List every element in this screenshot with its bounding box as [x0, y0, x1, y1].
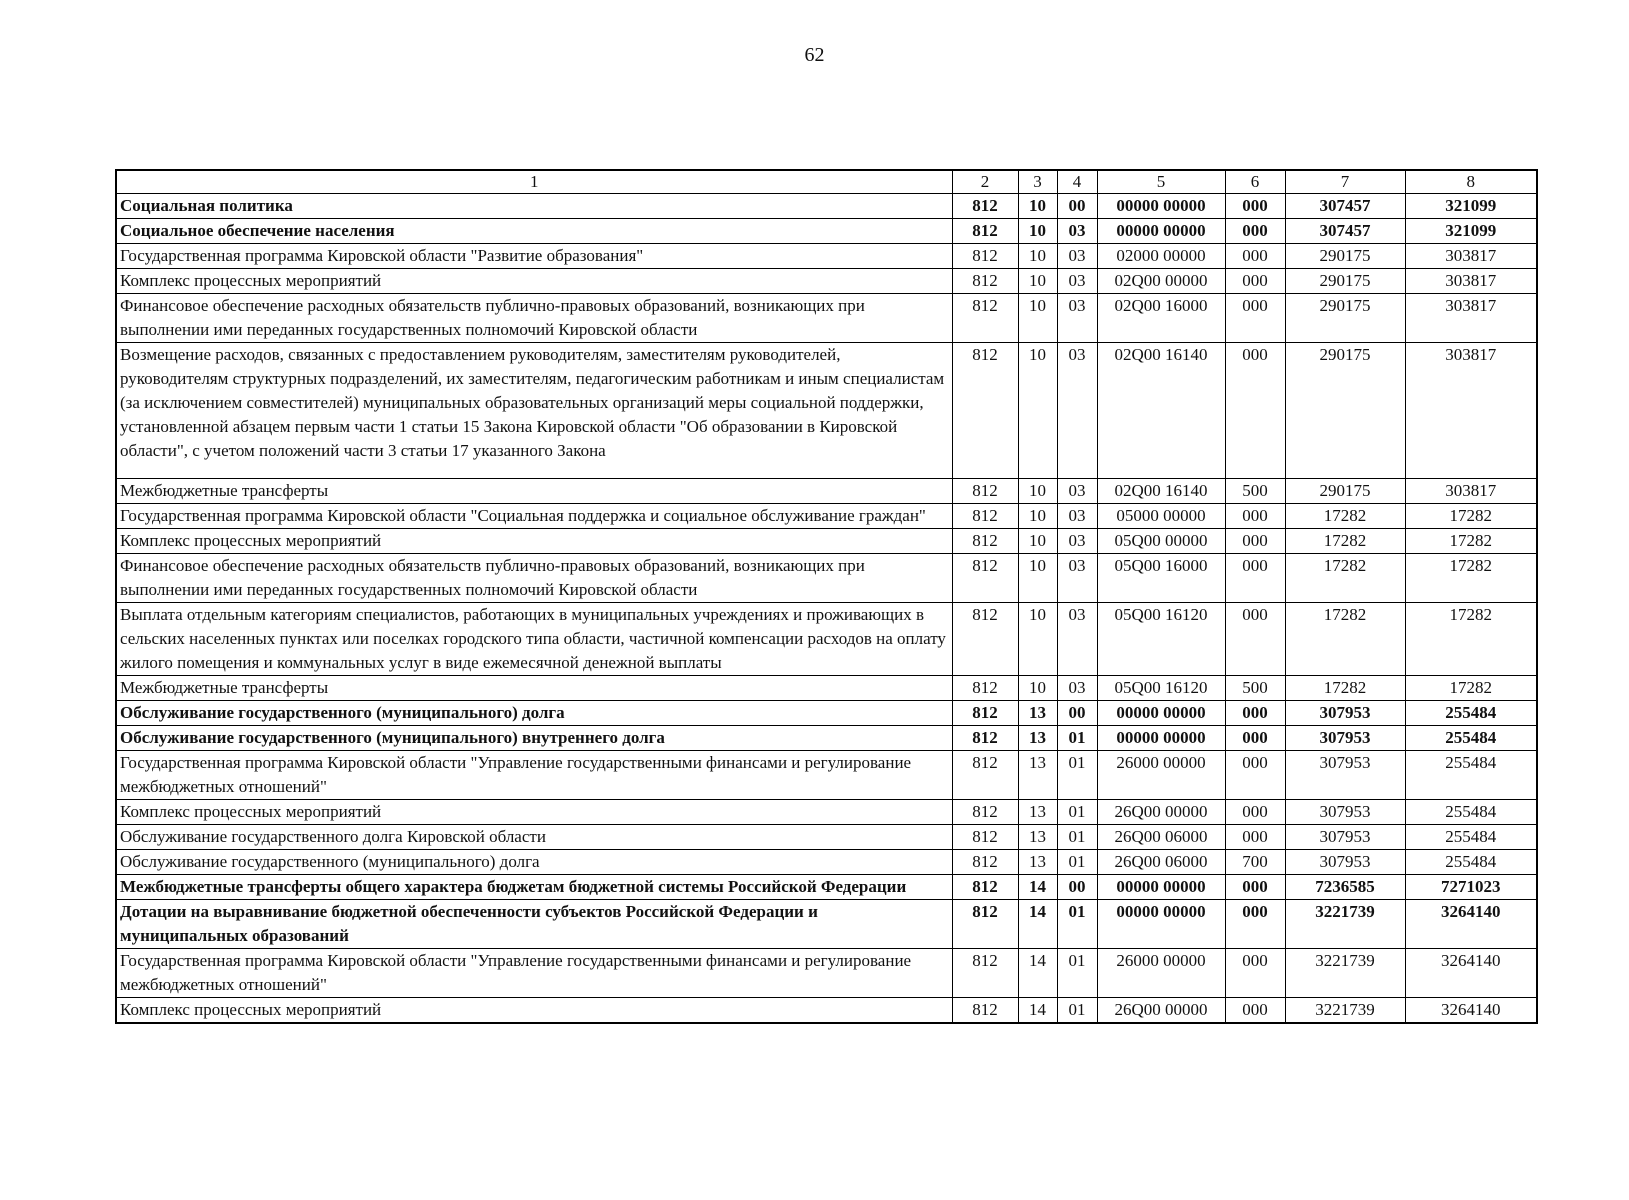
- target-article-cell: 02000 00000: [1097, 244, 1225, 269]
- code-cell: 812: [952, 244, 1018, 269]
- target-article-cell: 05Q00 16120: [1097, 603, 1225, 676]
- column-header: 8: [1405, 170, 1537, 194]
- amount-year2-cell: 303817: [1405, 343, 1537, 479]
- expense-type-cell: 000: [1225, 244, 1285, 269]
- name-cell: Социальное обеспечение населения: [116, 219, 952, 244]
- amount-year1-cell: 17282: [1285, 603, 1405, 676]
- table-row: [116, 479, 1537, 504]
- table-row: [116, 529, 1537, 554]
- amount-year1-cell: 3221739: [1285, 900, 1405, 949]
- expense-type-cell: 500: [1225, 479, 1285, 504]
- amount-year2-cell: 7271023: [1405, 875, 1537, 900]
- subsection-cell: 03: [1057, 676, 1097, 701]
- subsection-cell: 03: [1057, 343, 1097, 479]
- section-cell: 13: [1018, 800, 1057, 825]
- budget-table: [115, 169, 1538, 1024]
- table-row: [116, 751, 1537, 800]
- expense-type-cell: 000: [1225, 603, 1285, 676]
- subsection-cell: 00: [1057, 701, 1097, 726]
- target-article-cell: 02Q00 16140: [1097, 479, 1225, 504]
- amount-year2-cell: 3264140: [1405, 998, 1537, 1024]
- section-cell: 14: [1018, 900, 1057, 949]
- code-cell: 812: [952, 701, 1018, 726]
- subsection-cell: 03: [1057, 554, 1097, 603]
- table-row: [116, 294, 1537, 343]
- amount-year2-cell: 3264140: [1405, 949, 1537, 998]
- table-row: [116, 219, 1537, 244]
- amount-year1-cell: 307457: [1285, 219, 1405, 244]
- subsection-cell: 00: [1057, 194, 1097, 219]
- target-article-cell: 05Q00 00000: [1097, 529, 1225, 554]
- column-header: 4: [1057, 170, 1097, 194]
- code-cell: 812: [952, 603, 1018, 676]
- section-cell: 10: [1018, 343, 1057, 479]
- amount-year2-cell: 17282: [1405, 529, 1537, 554]
- column-header: 6: [1225, 170, 1285, 194]
- expense-type-cell: 000: [1225, 751, 1285, 800]
- amount-year2-cell: 303817: [1405, 269, 1537, 294]
- expense-type-cell: 700: [1225, 850, 1285, 875]
- expense-type-cell: 000: [1225, 875, 1285, 900]
- expense-type-cell: 500: [1225, 676, 1285, 701]
- name-cell: Выплата отдельным категориям специалистов, работающих в муниципальных учреждениях и проживающих в сельских населенных пунктах или поселках городского типа области, частичной компенсации расходов на оплату жилого помещения и коммунальных услуг в виде ежемесячной денежной выплаты: [116, 603, 952, 676]
- code-cell: 812: [952, 751, 1018, 800]
- name-cell: Дотации на выравнивание бюджетной обеспеченности субъектов Российской Федерации и муниципальных образований: [116, 900, 952, 949]
- target-article-cell: 00000 00000: [1097, 194, 1225, 219]
- section-cell: 13: [1018, 701, 1057, 726]
- code-cell: 812: [952, 343, 1018, 479]
- expense-type-cell: 000: [1225, 825, 1285, 850]
- subsection-cell: 00: [1057, 875, 1097, 900]
- target-article-cell: 00000 00000: [1097, 219, 1225, 244]
- amount-year1-cell: 3221739: [1285, 998, 1405, 1024]
- amount-year1-cell: 307457: [1285, 194, 1405, 219]
- amount-year1-cell: 290175: [1285, 244, 1405, 269]
- target-article-cell: 00000 00000: [1097, 875, 1225, 900]
- table-row: [116, 800, 1537, 825]
- code-cell: 812: [952, 825, 1018, 850]
- table-row: [116, 998, 1537, 1024]
- amount-year2-cell: 255484: [1405, 825, 1537, 850]
- amount-year2-cell: 255484: [1405, 701, 1537, 726]
- target-article-cell: 26Q00 06000: [1097, 850, 1225, 875]
- table-row: [116, 825, 1537, 850]
- name-cell: Межбюджетные трансферты: [116, 676, 952, 701]
- code-cell: 812: [952, 726, 1018, 751]
- name-cell: Государственная программа Кировской области "Управление государственными финансами и регулирование межбюджетных отношений": [116, 949, 952, 998]
- target-article-cell: 00000 00000: [1097, 726, 1225, 751]
- amount-year2-cell: 255484: [1405, 751, 1537, 800]
- table-row: [116, 676, 1537, 701]
- amount-year2-cell: 17282: [1405, 504, 1537, 529]
- name-cell: Межбюджетные трансферты общего характера бюджетам бюджетной системы Российской Федерации: [116, 875, 952, 900]
- section-cell: 10: [1018, 603, 1057, 676]
- table-row: [116, 875, 1537, 900]
- subsection-cell: 03: [1057, 479, 1097, 504]
- section-cell: 10: [1018, 219, 1057, 244]
- subsection-cell: 01: [1057, 850, 1097, 875]
- code-cell: 812: [952, 529, 1018, 554]
- name-cell: Комплекс процессных мероприятий: [116, 269, 952, 294]
- expense-type-cell: 000: [1225, 269, 1285, 294]
- subsection-cell: 03: [1057, 219, 1097, 244]
- amount-year1-cell: 3221739: [1285, 949, 1405, 998]
- amount-year1-cell: 290175: [1285, 343, 1405, 479]
- table-row: [116, 554, 1537, 603]
- name-cell: Социальная политика: [116, 194, 952, 219]
- table-row: [116, 343, 1537, 479]
- subsection-cell: 01: [1057, 825, 1097, 850]
- expense-type-cell: 000: [1225, 726, 1285, 751]
- amount-year2-cell: 3264140: [1405, 900, 1537, 949]
- name-cell: Межбюджетные трансферты: [116, 479, 952, 504]
- target-article-cell: 05Q00 16120: [1097, 676, 1225, 701]
- target-article-cell: 02Q00 16140: [1097, 343, 1225, 479]
- section-cell: 10: [1018, 294, 1057, 343]
- target-article-cell: 26Q00 00000: [1097, 800, 1225, 825]
- amount-year1-cell: 307953: [1285, 751, 1405, 800]
- table-body: [116, 194, 1537, 1024]
- target-article-cell: 26000 00000: [1097, 949, 1225, 998]
- amount-year1-cell: 307953: [1285, 850, 1405, 875]
- name-cell: Обслуживание государственного (муниципального) долга: [116, 850, 952, 875]
- amount-year2-cell: 17282: [1405, 554, 1537, 603]
- target-article-cell: 05Q00 16000: [1097, 554, 1225, 603]
- page-number: 62: [804, 44, 825, 66]
- code-cell: 812: [952, 194, 1018, 219]
- target-article-cell: 05000 00000: [1097, 504, 1225, 529]
- table-row: [116, 701, 1537, 726]
- amount-year2-cell: 303817: [1405, 294, 1537, 343]
- code-cell: 812: [952, 479, 1018, 504]
- target-article-cell: 26Q00 06000: [1097, 825, 1225, 850]
- expense-type-cell: 000: [1225, 294, 1285, 343]
- amount-year1-cell: 307953: [1285, 800, 1405, 825]
- code-cell: 812: [952, 676, 1018, 701]
- table-row: [116, 726, 1537, 751]
- column-header: 1: [116, 170, 952, 194]
- table-row: [116, 603, 1537, 676]
- amount-year1-cell: 290175: [1285, 294, 1405, 343]
- target-article-cell: 00000 00000: [1097, 701, 1225, 726]
- amount-year1-cell: 307953: [1285, 726, 1405, 751]
- expense-type-cell: 000: [1225, 800, 1285, 825]
- expense-type-cell: 000: [1225, 194, 1285, 219]
- target-article-cell: 26Q00 00000: [1097, 998, 1225, 1024]
- table-row: [116, 900, 1537, 949]
- expense-type-cell: 000: [1225, 219, 1285, 244]
- code-cell: 812: [952, 554, 1018, 603]
- section-cell: 14: [1018, 998, 1057, 1024]
- name-cell: Комплекс процессных мероприятий: [116, 800, 952, 825]
- name-cell: Комплекс процессных мероприятий: [116, 998, 952, 1024]
- name-cell: Обслуживание государственного долга Кировской области: [116, 825, 952, 850]
- section-cell: 10: [1018, 676, 1057, 701]
- amount-year2-cell: 255484: [1405, 800, 1537, 825]
- name-cell: Государственная программа Кировской области "Социальная поддержка и социальное обслуживание граждан": [116, 504, 952, 529]
- amount-year1-cell: 290175: [1285, 269, 1405, 294]
- subsection-cell: 03: [1057, 244, 1097, 269]
- subsection-cell: 03: [1057, 294, 1097, 343]
- section-cell: 13: [1018, 726, 1057, 751]
- subsection-cell: 01: [1057, 751, 1097, 800]
- code-cell: 812: [952, 850, 1018, 875]
- subsection-cell: 01: [1057, 726, 1097, 751]
- name-cell: Государственная программа Кировской области "Развитие образования": [116, 244, 952, 269]
- section-cell: 10: [1018, 479, 1057, 504]
- section-cell: 10: [1018, 554, 1057, 603]
- section-cell: 14: [1018, 875, 1057, 900]
- table-row: [116, 194, 1537, 219]
- name-cell: Финансовое обеспечение расходных обязательств публично-правовых образований, возникающих при выполнении ими переданных государственных полномочий Кировской области: [116, 554, 952, 603]
- expense-type-cell: 000: [1225, 504, 1285, 529]
- subsection-cell: 01: [1057, 900, 1097, 949]
- subsection-cell: 01: [1057, 998, 1097, 1024]
- expense-type-cell: 000: [1225, 949, 1285, 998]
- name-cell: Финансовое обеспечение расходных обязательств публично-правовых образований, возникающих при выполнении ими переданных государственных полномочий Кировской области: [116, 294, 952, 343]
- section-cell: 10: [1018, 244, 1057, 269]
- code-cell: 812: [952, 269, 1018, 294]
- table-header-row: [116, 170, 1537, 194]
- code-cell: 812: [952, 800, 1018, 825]
- section-cell: 10: [1018, 269, 1057, 294]
- code-cell: 812: [952, 219, 1018, 244]
- column-header: 5: [1097, 170, 1225, 194]
- column-header: 3: [1018, 170, 1057, 194]
- section-cell: 10: [1018, 194, 1057, 219]
- table-row: [116, 949, 1537, 998]
- table-row: [116, 244, 1537, 269]
- column-header: 7: [1285, 170, 1405, 194]
- expense-type-cell: 000: [1225, 554, 1285, 603]
- amount-year2-cell: 17282: [1405, 676, 1537, 701]
- subsection-cell: 03: [1057, 529, 1097, 554]
- subsection-cell: 03: [1057, 603, 1097, 676]
- expense-type-cell: 000: [1225, 998, 1285, 1024]
- amount-year1-cell: 17282: [1285, 504, 1405, 529]
- amount-year2-cell: 321099: [1405, 194, 1537, 219]
- amount-year1-cell: 307953: [1285, 701, 1405, 726]
- amount-year2-cell: 303817: [1405, 244, 1537, 269]
- code-cell: 812: [952, 900, 1018, 949]
- table-row: [116, 850, 1537, 875]
- amount-year2-cell: 255484: [1405, 850, 1537, 875]
- expense-type-cell: 000: [1225, 529, 1285, 554]
- name-cell: Обслуживание государственного (муниципального) долга: [116, 701, 952, 726]
- amount-year2-cell: 255484: [1405, 726, 1537, 751]
- amount-year1-cell: 17282: [1285, 676, 1405, 701]
- code-cell: 812: [952, 875, 1018, 900]
- expense-type-cell: 000: [1225, 701, 1285, 726]
- expense-type-cell: 000: [1225, 900, 1285, 949]
- subsection-cell: 01: [1057, 949, 1097, 998]
- section-cell: 14: [1018, 949, 1057, 998]
- table-row: [116, 269, 1537, 294]
- amount-year1-cell: 307953: [1285, 825, 1405, 850]
- amount-year2-cell: 303817: [1405, 479, 1537, 504]
- table-row: [116, 504, 1537, 529]
- section-cell: 13: [1018, 751, 1057, 800]
- code-cell: 812: [952, 949, 1018, 998]
- subsection-cell: 01: [1057, 800, 1097, 825]
- section-cell: 10: [1018, 504, 1057, 529]
- code-cell: 812: [952, 504, 1018, 529]
- section-cell: 13: [1018, 825, 1057, 850]
- code-cell: 812: [952, 998, 1018, 1024]
- amount-year1-cell: 7236585: [1285, 875, 1405, 900]
- amount-year2-cell: 321099: [1405, 219, 1537, 244]
- name-cell: Государственная программа Кировской области "Управление государственными финансами и регулирование межбюджетных отношений": [116, 751, 952, 800]
- name-cell: Обслуживание государственного (муниципального) внутреннего долга: [116, 726, 952, 751]
- name-cell: Комплекс процессных мероприятий: [116, 529, 952, 554]
- expense-type-cell: 000: [1225, 343, 1285, 479]
- amount-year1-cell: 290175: [1285, 479, 1405, 504]
- section-cell: 10: [1018, 529, 1057, 554]
- target-article-cell: 02Q00 00000: [1097, 269, 1225, 294]
- target-article-cell: 02Q00 16000: [1097, 294, 1225, 343]
- subsection-cell: 03: [1057, 504, 1097, 529]
- column-header: 2: [952, 170, 1018, 194]
- target-article-cell: 26000 00000: [1097, 751, 1225, 800]
- amount-year1-cell: 17282: [1285, 529, 1405, 554]
- subsection-cell: 03: [1057, 269, 1097, 294]
- code-cell: 812: [952, 294, 1018, 343]
- amount-year2-cell: 17282: [1405, 603, 1537, 676]
- amount-year1-cell: 17282: [1285, 554, 1405, 603]
- target-article-cell: 00000 00000: [1097, 900, 1225, 949]
- name-cell: Возмещение расходов, связанных с предоставлением руководителям, заместителям руководителей, руководителям структурных подразделений, их заместителям, педагогическим работникам и иным специалистам (за исключением совместителей) муниципальных образовательных организаций меры социальной поддержки, установленной абзацем первым части 1 статьи 15 Закона Кировской области "Об образовании в Кировской области", с учетом положений части 3 статьи 17 указанного Закона: [116, 343, 952, 479]
- section-cell: 13: [1018, 850, 1057, 875]
